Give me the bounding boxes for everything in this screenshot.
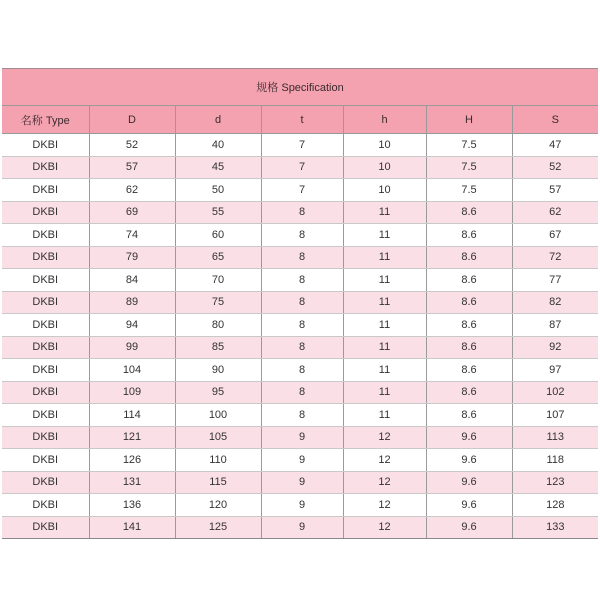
cell-H: 8.6 [426, 314, 512, 337]
table-row [2, 426, 598, 449]
cell-t: 9 [261, 516, 343, 539]
cell-h: 12 [343, 516, 426, 539]
cell-t: 9 [261, 471, 343, 494]
cell-H: 9.6 [426, 516, 512, 539]
cell-D: 79 [89, 246, 175, 269]
cell-type: DKBI [2, 516, 89, 539]
cell-S: 123 [512, 471, 598, 494]
table-row [2, 381, 598, 404]
cell-t: 7 [261, 134, 343, 157]
table-header-row [2, 106, 598, 134]
cell-h: 10 [343, 156, 426, 179]
cell-H: 8.6 [426, 246, 512, 269]
cell-d: 125 [175, 516, 261, 539]
cell-t: 7 [261, 179, 343, 202]
cell-type: DKBI [2, 246, 89, 269]
cell-H: 9.6 [426, 471, 512, 494]
cell-S: 107 [512, 404, 598, 427]
table-row [2, 359, 598, 382]
cell-d: 110 [175, 449, 261, 472]
cell-d: 60 [175, 224, 261, 247]
cell-D: 57 [89, 156, 175, 179]
cell-t: 8 [261, 336, 343, 359]
cell-D: 62 [89, 179, 175, 202]
cell-S: 97 [512, 359, 598, 382]
table-row [2, 314, 598, 337]
cell-d: 80 [175, 314, 261, 337]
cell-S: 118 [512, 449, 598, 472]
cell-D: 74 [89, 224, 175, 247]
cell-S: 47 [512, 134, 598, 157]
cell-H: 8.6 [426, 269, 512, 292]
table-title: 规格 Specification [2, 69, 598, 106]
cell-D: 69 [89, 201, 175, 224]
cell-h: 11 [343, 246, 426, 269]
cell-S: 82 [512, 291, 598, 314]
cell-H: 8.6 [426, 359, 512, 382]
cell-type: DKBI [2, 156, 89, 179]
cell-t: 9 [261, 449, 343, 472]
cell-S: 57 [512, 179, 598, 202]
table-row [2, 494, 598, 517]
cell-t: 8 [261, 404, 343, 427]
cell-S: 77 [512, 269, 598, 292]
cell-h: 12 [343, 426, 426, 449]
cell-t: 9 [261, 494, 343, 517]
cell-D: 126 [89, 449, 175, 472]
cell-H: 9.6 [426, 494, 512, 517]
cell-S: 102 [512, 381, 598, 404]
cell-d: 120 [175, 494, 261, 517]
cell-D: 131 [89, 471, 175, 494]
cell-h: 11 [343, 314, 426, 337]
cell-S: 133 [512, 516, 598, 539]
cell-type: DKBI [2, 291, 89, 314]
cell-H: 9.6 [426, 426, 512, 449]
cell-S: 67 [512, 224, 598, 247]
cell-type: DKBI [2, 381, 89, 404]
cell-D: 94 [89, 314, 175, 337]
cell-H: 7.5 [426, 179, 512, 202]
cell-d: 50 [175, 179, 261, 202]
cell-h: 12 [343, 471, 426, 494]
cell-S: 72 [512, 246, 598, 269]
specification-table [2, 68, 598, 539]
cell-S: 62 [512, 201, 598, 224]
cell-D: 136 [89, 494, 175, 517]
cell-H: 7.5 [426, 156, 512, 179]
column-header-H: H [426, 106, 512, 134]
table-row [2, 449, 598, 472]
cell-d: 70 [175, 269, 261, 292]
cell-H: 8.6 [426, 381, 512, 404]
cell-type: DKBI [2, 426, 89, 449]
column-header-D: D [89, 106, 175, 134]
cell-D: 84 [89, 269, 175, 292]
cell-S: 113 [512, 426, 598, 449]
table-row [2, 156, 598, 179]
cell-H: 9.6 [426, 449, 512, 472]
column-header-t: t [261, 106, 343, 134]
cell-t: 8 [261, 269, 343, 292]
cell-t: 8 [261, 314, 343, 337]
cell-t: 8 [261, 381, 343, 404]
cell-S: 87 [512, 314, 598, 337]
cell-h: 12 [343, 449, 426, 472]
cell-type: DKBI [2, 449, 89, 472]
cell-S: 128 [512, 494, 598, 517]
cell-d: 85 [175, 336, 261, 359]
cell-type: DKBI [2, 471, 89, 494]
column-header-h: h [343, 106, 426, 134]
cell-h: 11 [343, 201, 426, 224]
cell-type: DKBI [2, 314, 89, 337]
cell-t: 8 [261, 224, 343, 247]
cell-D: 121 [89, 426, 175, 449]
cell-H: 8.6 [426, 291, 512, 314]
cell-d: 115 [175, 471, 261, 494]
cell-d: 75 [175, 291, 261, 314]
cell-D: 104 [89, 359, 175, 382]
cell-type: DKBI [2, 269, 89, 292]
table-row [2, 336, 598, 359]
table-row [2, 269, 598, 292]
cell-t: 8 [261, 201, 343, 224]
cell-D: 114 [89, 404, 175, 427]
cell-t: 7 [261, 156, 343, 179]
table-row [2, 291, 598, 314]
table-row [2, 224, 598, 247]
cell-H: 8.6 [426, 201, 512, 224]
cell-h: 11 [343, 404, 426, 427]
cell-type: DKBI [2, 404, 89, 427]
cell-type: DKBI [2, 134, 89, 157]
cell-type: DKBI [2, 201, 89, 224]
cell-D: 99 [89, 336, 175, 359]
cell-t: 9 [261, 426, 343, 449]
cell-t: 8 [261, 291, 343, 314]
table-row [2, 246, 598, 269]
cell-t: 8 [261, 359, 343, 382]
cell-h: 11 [343, 291, 426, 314]
cell-h: 11 [343, 336, 426, 359]
cell-h: 11 [343, 381, 426, 404]
table-row [2, 201, 598, 224]
cell-S: 92 [512, 336, 598, 359]
table-row [2, 471, 598, 494]
cell-d: 65 [175, 246, 261, 269]
cell-D: 141 [89, 516, 175, 539]
cell-d: 105 [175, 426, 261, 449]
cell-h: 12 [343, 494, 426, 517]
cell-h: 10 [343, 179, 426, 202]
cell-h: 11 [343, 224, 426, 247]
cell-D: 109 [89, 381, 175, 404]
column-header-d: d [175, 106, 261, 134]
cell-t: 8 [261, 246, 343, 269]
column-header-type: 名称 Type [2, 106, 89, 134]
cell-H: 8.6 [426, 336, 512, 359]
cell-type: DKBI [2, 359, 89, 382]
table-body [2, 134, 598, 539]
table-row [2, 179, 598, 202]
cell-h: 11 [343, 269, 426, 292]
cell-h: 11 [343, 359, 426, 382]
cell-H: 8.6 [426, 224, 512, 247]
cell-d: 45 [175, 156, 261, 179]
cell-type: DKBI [2, 224, 89, 247]
cell-H: 7.5 [426, 134, 512, 157]
column-header-S: S [512, 106, 598, 134]
cell-d: 100 [175, 404, 261, 427]
cell-D: 52 [89, 134, 175, 157]
cell-type: DKBI [2, 494, 89, 517]
cell-d: 95 [175, 381, 261, 404]
table-row [2, 516, 598, 539]
table-row [2, 134, 598, 157]
cell-D: 89 [89, 291, 175, 314]
cell-H: 8.6 [426, 404, 512, 427]
cell-d: 90 [175, 359, 261, 382]
cell-d: 55 [175, 201, 261, 224]
cell-d: 40 [175, 134, 261, 157]
cell-type: DKBI [2, 336, 89, 359]
table-row [2, 404, 598, 427]
cell-S: 52 [512, 156, 598, 179]
table-title-row [2, 69, 598, 106]
cell-h: 10 [343, 134, 426, 157]
cell-type: DKBI [2, 179, 89, 202]
